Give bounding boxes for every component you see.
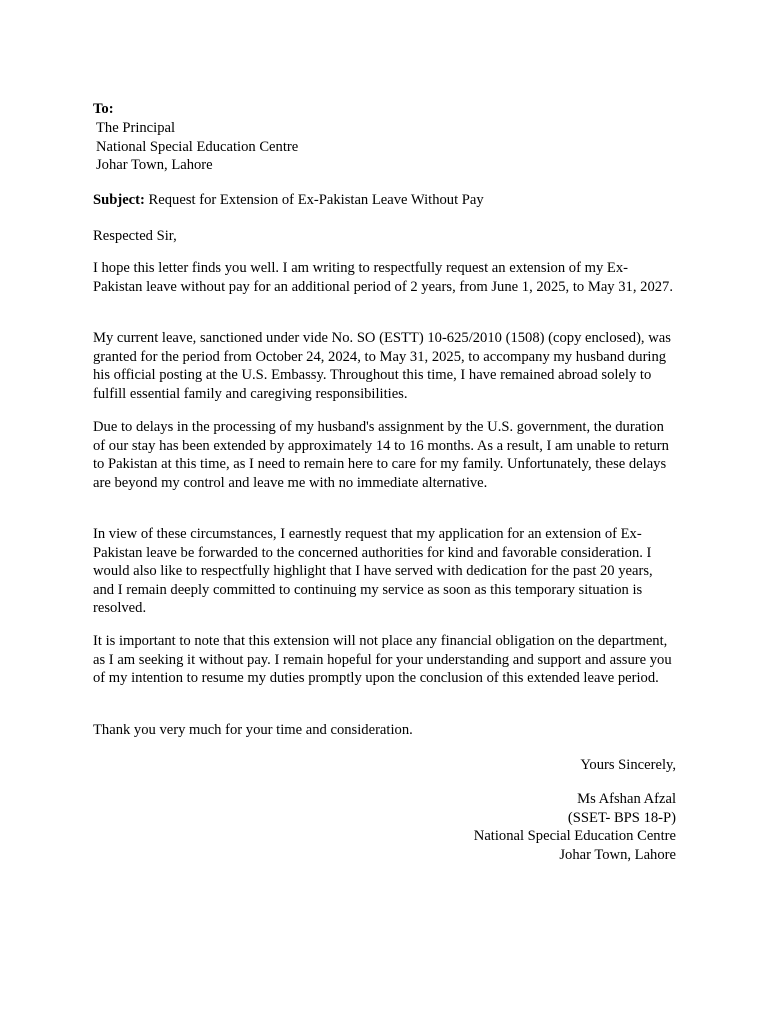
recipient-location: Johar Town, Lahore <box>96 157 213 173</box>
signature-institution: National Special Education Centre <box>473 828 676 844</box>
closing: Yours Sincerely, <box>580 757 676 773</box>
recipient-institution: National Special Education Centre <box>96 138 299 155</box>
subject-label: Subject: <box>93 192 145 208</box>
signature-location: Johar Town, Lahore <box>559 846 676 863</box>
signature-block <box>474 790 676 864</box>
salutation: Respected Sir, <box>93 228 177 244</box>
signature-name: Ms Afshan Afzal <box>577 791 676 807</box>
paragraph-financial: It is important to note that this extension will not place any financial obligation on the department, as I am seeking it without pay. I remain hopeful for your understanding and support and assure you of my intention to resume my duties promptly upon the conclusion of this extended leave period. <box>93 633 672 686</box>
subject-line <box>93 191 677 210</box>
paragraph-request: In view of these circumstances, I earnestly request that my application for an extension of Ex-Pakistan leave be forwarded to the concerned authorities for kind and favorable consideration. I would also like to respectfully highlight that I have served with dedication for the past 20 years, and I remain deeply committed to continuing my service as soon as this temporary situation is resolved. <box>93 526 653 616</box>
signature-designation: (SSET- BPS 18-P) <box>567 809 676 826</box>
paragraph-thanks: Thank you very much for your time and consideration. <box>93 722 413 738</box>
recipient-title: The Principal <box>96 120 176 136</box>
paragraph-current-leave: My current leave, sanctioned under vide No. SO (ESTT) 10-625/2010 (1508) (copy enclosed), was granted for the period from October 24, 2024, to May 31, 2025, to accompany my husband during his official posting at the U.S. Embassy. Throughout this time, I have remained abroad solely to fulfill essential family and caregiving responsibilities. <box>93 330 671 402</box>
subject-text: Request for Extension of Ex-Pakistan Leave Without Pay <box>144 192 484 208</box>
to-label: To: <box>93 101 114 117</box>
paragraph-intro: I hope this letter finds you well. I am writing to respectfully request an extension of my Ex-Pakistan leave without pay for an additional period of 2 years, from June 1, 2025, to May 31, 2027. <box>93 260 673 295</box>
recipient-address <box>96 119 680 175</box>
paragraph-delays: Due to delays in the processing of my husband's assignment by the U.S. government, the duration of our stay has been extended by approximately 14 to 16 months. As a result, I am unable to return to Pakistan at this time, as I need to remain here to care for my family. Unfortunately, these delays are beyond my control and leave me with no immediate alternative. <box>93 419 669 491</box>
